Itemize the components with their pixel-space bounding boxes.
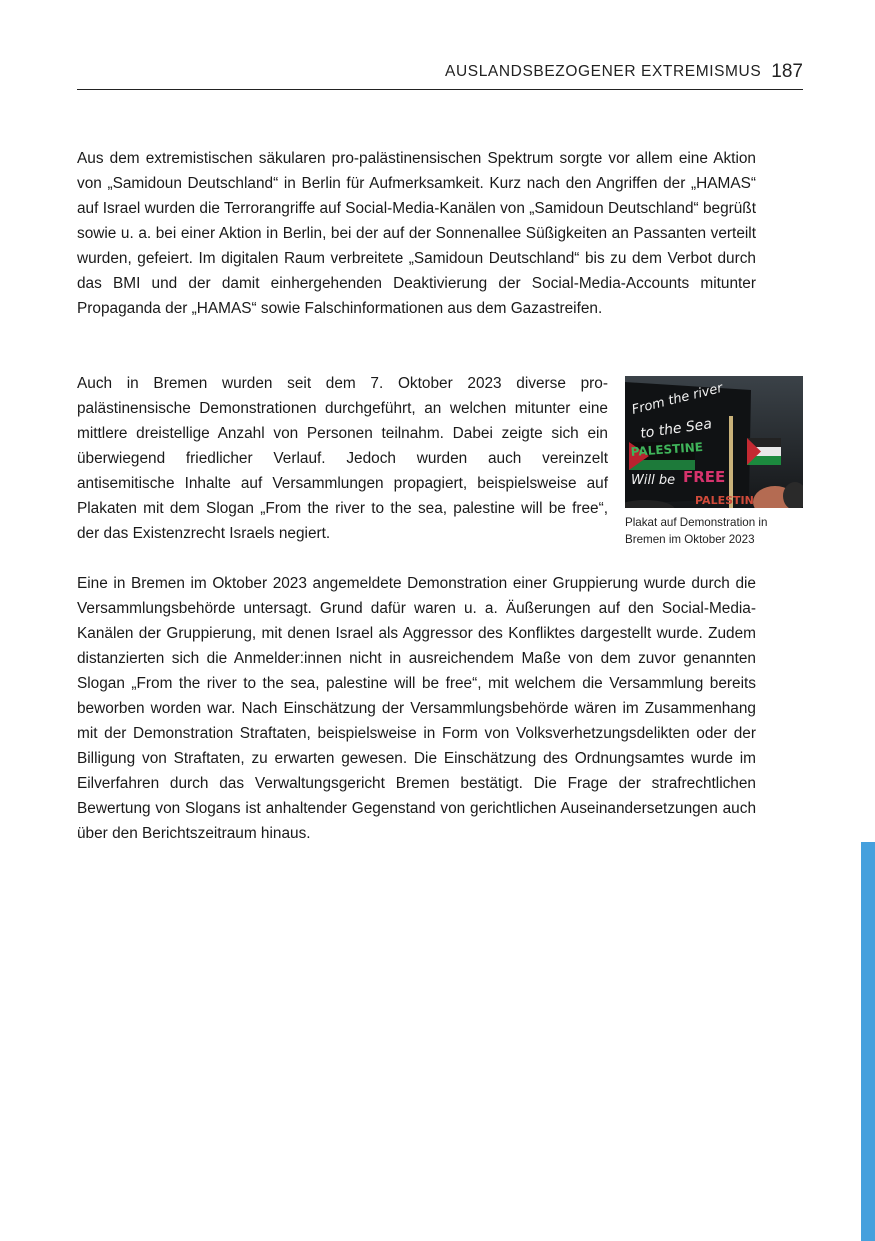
sign-text-river: From the river bbox=[630, 380, 725, 418]
paragraph-demonstration-ban: Eine in Bremen im Oktober 2023 angemeldete Demonstration einer Gruppierung wurde durch die Versammlungsbehörde untersagt. Grund dafür waren u. a. Äußerungen auf den Social-Media-Kanälen der Gruppierung, mit denen Israel als Aggressor des Konfliktes dargestellt wurde. Zudem distanzierten sich die Anmelder:innen nicht in ausreichendem Maße von dem zuvor genannten Slogan „From the river to the sea, palestine will be free“, mit welchem die Versammlung bereits beworben worden war. Nach Einschätzung der Versammlungsbehörde wären im Zusammenhang mit der Demonstration Straftaten, beispielsweise in Form von Volksverhetzungsdelikten oder der Billigung von Straftaten, zu erwarten gewesen. Die Einschätzung des Ordnungsamtes wurde im Eilverfahren durch das Verwaltungsgericht Bremen bestätigt. Die Frage der strafrechtlichen Bewertung von Slogans ist anhaltender Gegenstand von gerichtlichen Auseinandersetzungen auch über den Berichtszeitraum hinaus. bbox=[77, 575, 756, 842]
sign-text-sea: to the Sea bbox=[639, 416, 713, 442]
figure-demonstration bbox=[625, 376, 803, 548]
running-header bbox=[77, 56, 803, 90]
paragraph-samidoun: Aus dem extremistischen säkularen pro-palästinensischen Spektrum sorgte vor allem eine Aktion von „Samidoun Deutschland“ in Berlin für Aufmerksamkeit. Kurz nach den Angriffen der „HAMAS“ auf Israel wurden die Terrorangriffe auf Social-Media-Kanälen von „Samidoun Deutschland“ begrüßt sowie u. a. bei einer Aktion in Berlin, bei der auf der Sonnenallee Süßigkeiten an Passanten verteilt wurden, gefeiert. Im digitalen Raum verbreitete „Samidoun Deutschland“ bis zu dem Verbot durch das BMI und der damit einhergehenden Deaktivierung der Social-Media-Accounts mitunter Propaganda der „HAMAS“ sowie Falschinformationen aus dem Gazastreifen. bbox=[77, 150, 756, 317]
demonstration-photo bbox=[625, 376, 803, 508]
sign-text-palestine: PALESTINE bbox=[630, 439, 704, 459]
paragraph-bremen-demonstrations: Auch in Bremen wurden seit dem 7. Oktober 2023 diverse propalästinensische Demonstrationen durchgeführt, an welchen mitunter eine mittlere dreistellige Anzahl von Personen teilnahm. Dabei zeigte sich ein überwiegend friedlicher Verlauf. Jedoch wurden auch vereinzelt antisemitische Inhalte auf Versammlungen propagiert, beispielsweise auf Plakaten mit dem Slogan „From the river to the sea, palestine will be free“, der das Existenzrecht Israels negiert. bbox=[77, 375, 608, 542]
figure-caption: Plakat auf Demonstration in Bremen im Oktober 2023 bbox=[625, 516, 768, 546]
sign-text-will-be: Will be bbox=[631, 473, 676, 488]
page-number: 187 bbox=[771, 60, 803, 82]
chapter-tab-marker bbox=[861, 842, 875, 1241]
sign-text-free: FREE bbox=[683, 468, 726, 486]
section-title: AUSLANDSBEZOGENER EXTREMISMUS bbox=[445, 62, 762, 80]
sign-text-palestine-lower: PALESTIN bbox=[695, 494, 754, 507]
